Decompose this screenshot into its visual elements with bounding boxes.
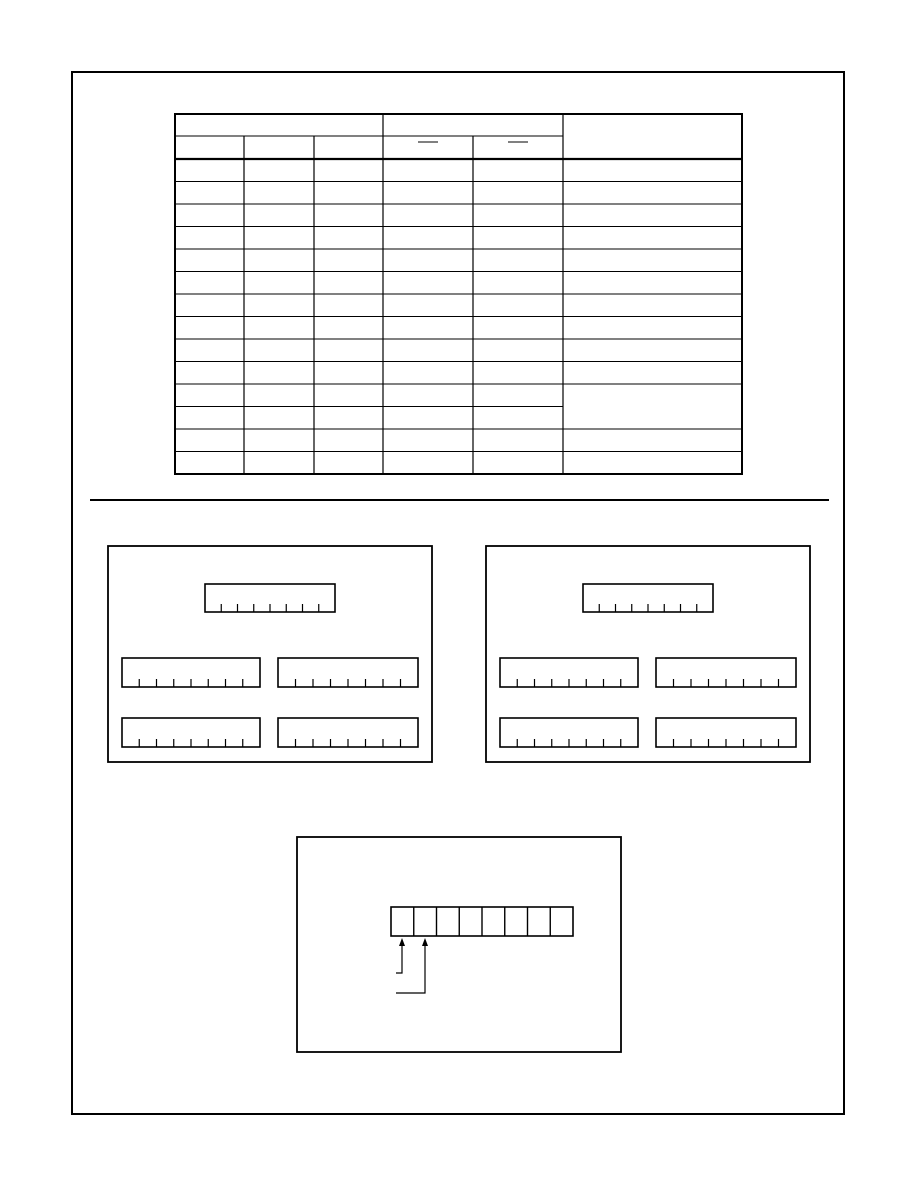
register-block (500, 658, 638, 687)
register-block (583, 584, 713, 612)
register-block (122, 718, 260, 747)
register-block (656, 718, 796, 747)
register-block (656, 658, 796, 687)
register-block (205, 584, 335, 612)
bit-diagram (297, 837, 621, 1052)
register-block (278, 658, 418, 687)
pointer-arrow (396, 944, 425, 993)
arrow-head (422, 938, 428, 946)
panel-border (486, 546, 810, 762)
panel-border (108, 546, 432, 762)
register-block (122, 658, 260, 687)
diagram-border (297, 837, 621, 1052)
truth-table (175, 114, 742, 474)
register-block (278, 718, 418, 747)
pointer-arrow (396, 944, 402, 973)
register-panel-2 (486, 546, 810, 762)
arrow-head (399, 938, 405, 946)
register-block (500, 718, 638, 747)
register-panel-1 (108, 546, 432, 762)
